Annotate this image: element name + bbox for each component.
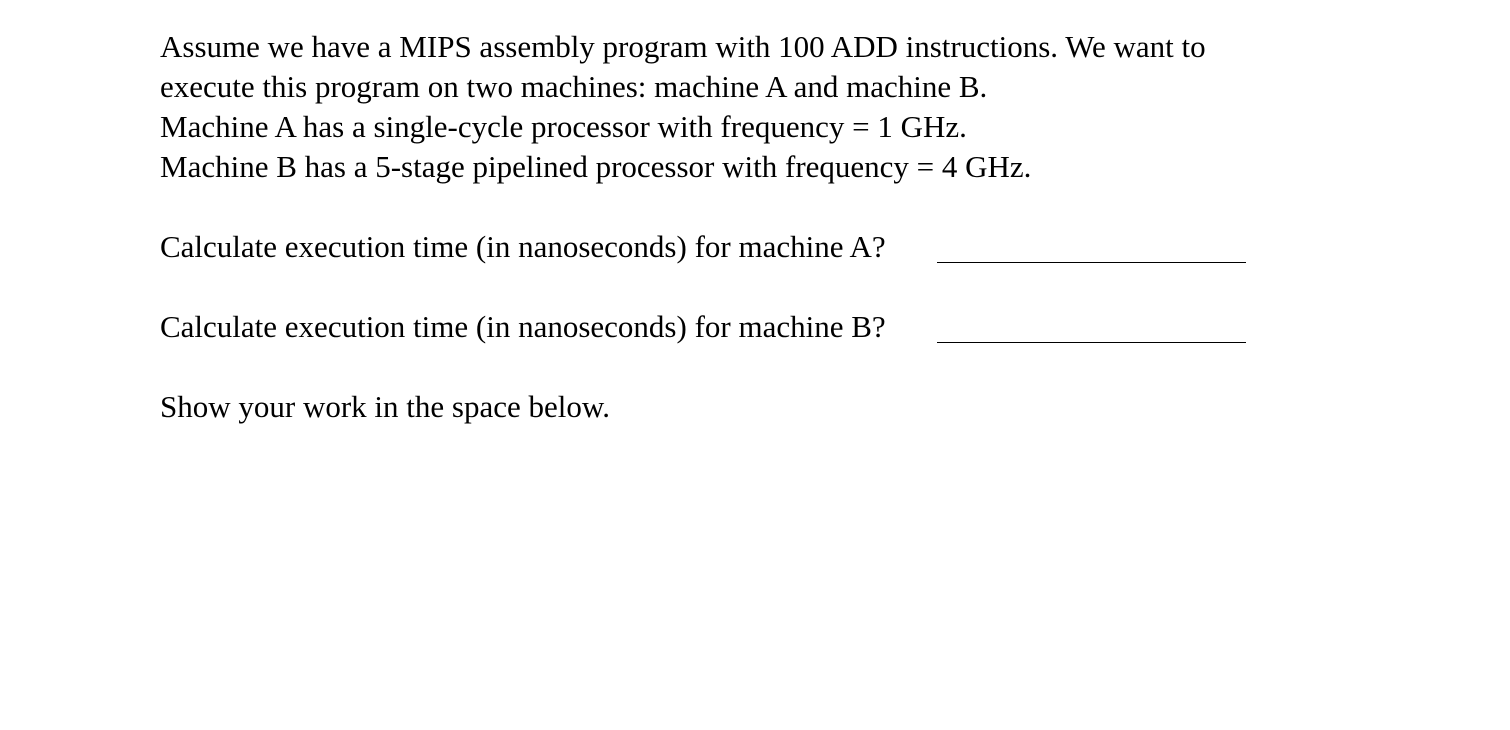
problem-line: Machine A has a single-cycle processor with frequency = 1 GHz. [160,109,967,144]
answer-blank-machine-b[interactable] [937,342,1246,343]
question-machine-b [160,307,1410,347]
question-machine-a [160,227,1410,267]
question-text: Calculate execution time (in nanoseconds) for machine A? [160,229,886,264]
problem-line: execute this program on two machines: machine A and machine B. [160,69,988,104]
work-space[interactable] [160,440,1410,700]
work-instruction: Show your work in the space below. [160,389,610,424]
problem-statement [160,27,1410,187]
problem-line: Machine B has a 5-stage pipelined processor with frequency = 4 GHz. [160,149,1032,184]
answer-blank-machine-a[interactable] [937,262,1246,263]
problem-line: Assume we have a MIPS assembly program with 100 ADD instructions. We want to [160,29,1206,64]
problem-content [160,27,1410,427]
question-text: Calculate execution time (in nanoseconds) for machine B? [160,309,886,344]
